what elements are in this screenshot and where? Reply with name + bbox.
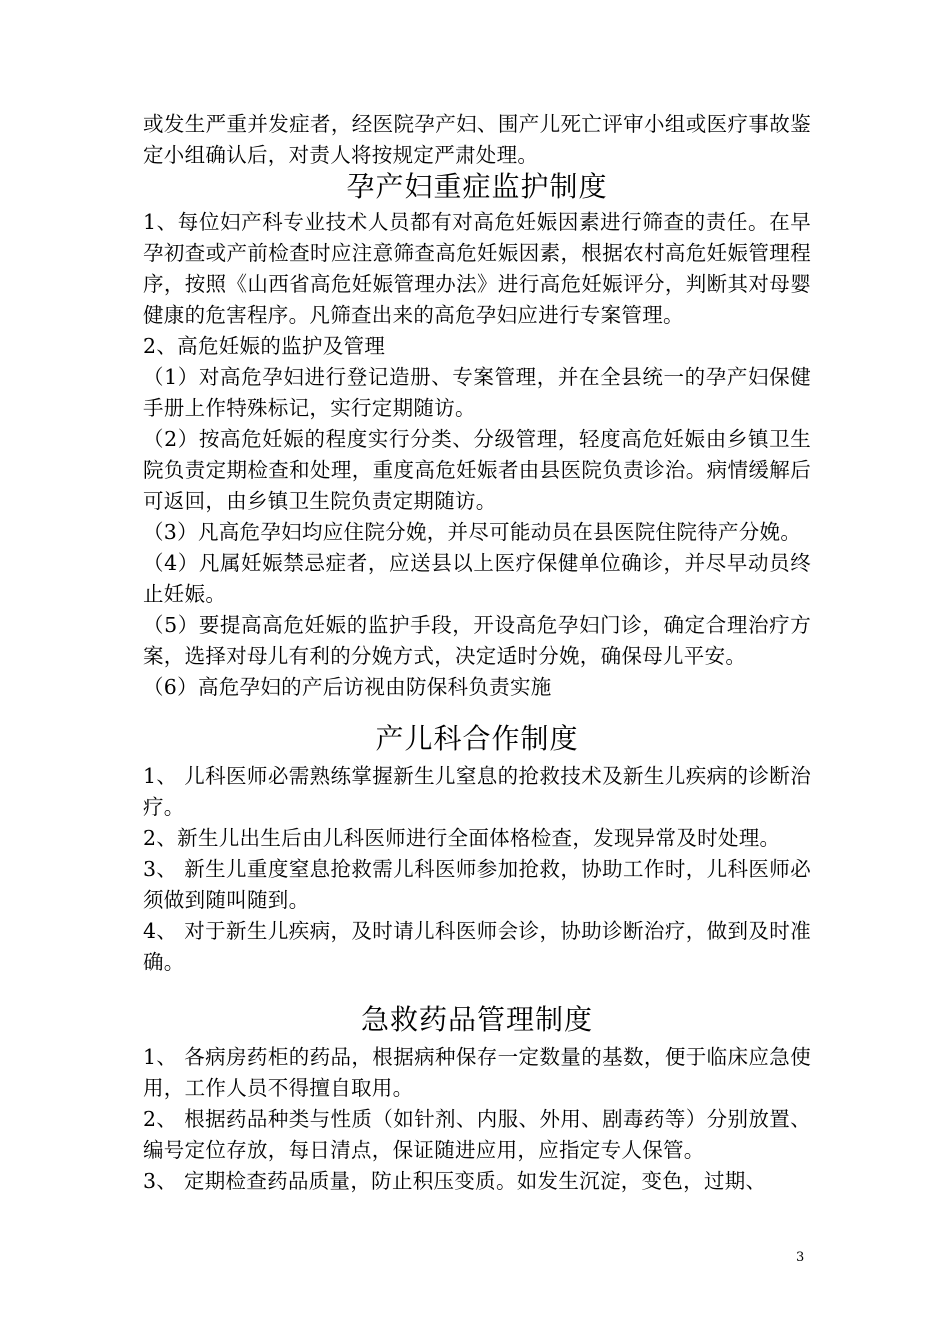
paragraph: 3、 新生儿重度窒息抢救需儿科医师参加抢救，协助工作时，儿科医师必须做到随叫随到。: [143, 857, 811, 912]
paragraph: 2、 根据药品种类与性质（如针剂、内服、外用、剧毒药等）分别放置、编号定位存放，每日清点，保证随进应用，应指定专人保管。: [143, 1107, 811, 1162]
paragraph: （4）凡属妊娠禁忌症者，应送县以上医疗保健单位确诊，并尽早动员终止妊娠。: [143, 551, 811, 606]
section-title-maternal-critical-care: 孕产妇重症监护制度: [346, 170, 608, 203]
paragraph: （2）按高危妊娠的程度实行分类、分级管理，轻度高危妊娠由乡镇卫生院负责定期检查和处理，重度高危妊娠者由县医院负责诊治。病情缓解后可返回，由乡镇卫生院负责定期随访。: [143, 427, 811, 513]
paragraph: （1）对高危孕妇进行登记造册、专案管理，并在全县统一的孕产妇保健手册上作特殊标记，实行定期随访。: [143, 365, 811, 420]
section-title-emergency-drug-management: 急救药品管理制度: [360, 1003, 593, 1036]
page-number: 3: [796, 1250, 805, 1265]
paragraph: （3）凡高危孕妇均应住院分娩，并尽可能动员在县医院住院待产分娩。: [143, 520, 802, 544]
paragraph: 1、 儿科医师必需熟练掌握新生儿窒息的抢救技术及新生儿疾病的诊断治疗。: [143, 764, 811, 819]
continuation-paragraph: 或发生严重并发症者，经医院孕产妇、围产儿死亡评审小组或医疗事故鉴定小组确认后，对责人将按规定严肃处理。: [143, 112, 811, 167]
document-page: [143, 109, 811, 1197]
paragraph: 2、新生儿出生后由儿科医师进行全面体格检查，发现异常及时处理。: [143, 826, 781, 850]
paragraph: 4、 对于新生儿疾病，及时请儿科医师会诊，协助诊断治疗，做到及时准确。: [143, 919, 811, 974]
paragraph: 2、高危妊娠的监护及管理: [143, 334, 386, 358]
paragraph: （6）高危孕妇的产后访视由防保科负责实施: [143, 675, 552, 699]
paragraph: 3、 定期检查药品质量，防止积压变质。如发生沉淀，变色，过期、: [143, 1169, 767, 1193]
paragraph: 1、 各病房药柜的药品，根据病种保存一定数量的基数，便于临床应急使用，工作人员不得擅自取用。: [143, 1045, 811, 1100]
paragraph: 1、每位妇产科专业技术人员都有对高危妊娠因素进行筛查的责任。在早孕初查或产前检查时应注意筛查高危妊娠因素，根据农村高危妊娠管理程序，按照《山西省高危妊娠管理办法》进行高危妊娠评分，判断其对母婴健康的危害程序。凡筛查出来的高危孕妇应进行专案管理。: [143, 210, 811, 327]
paragraph: （5）要提高高危妊娠的监护手段，开设高危孕妇门诊，确定合理治疗方案，选择对母儿有利的分娩方式，决定适时分娩，确保母儿平安。: [143, 613, 811, 668]
section-title-obstetric-pediatric-cooperation: 产儿科合作制度: [375, 722, 579, 755]
